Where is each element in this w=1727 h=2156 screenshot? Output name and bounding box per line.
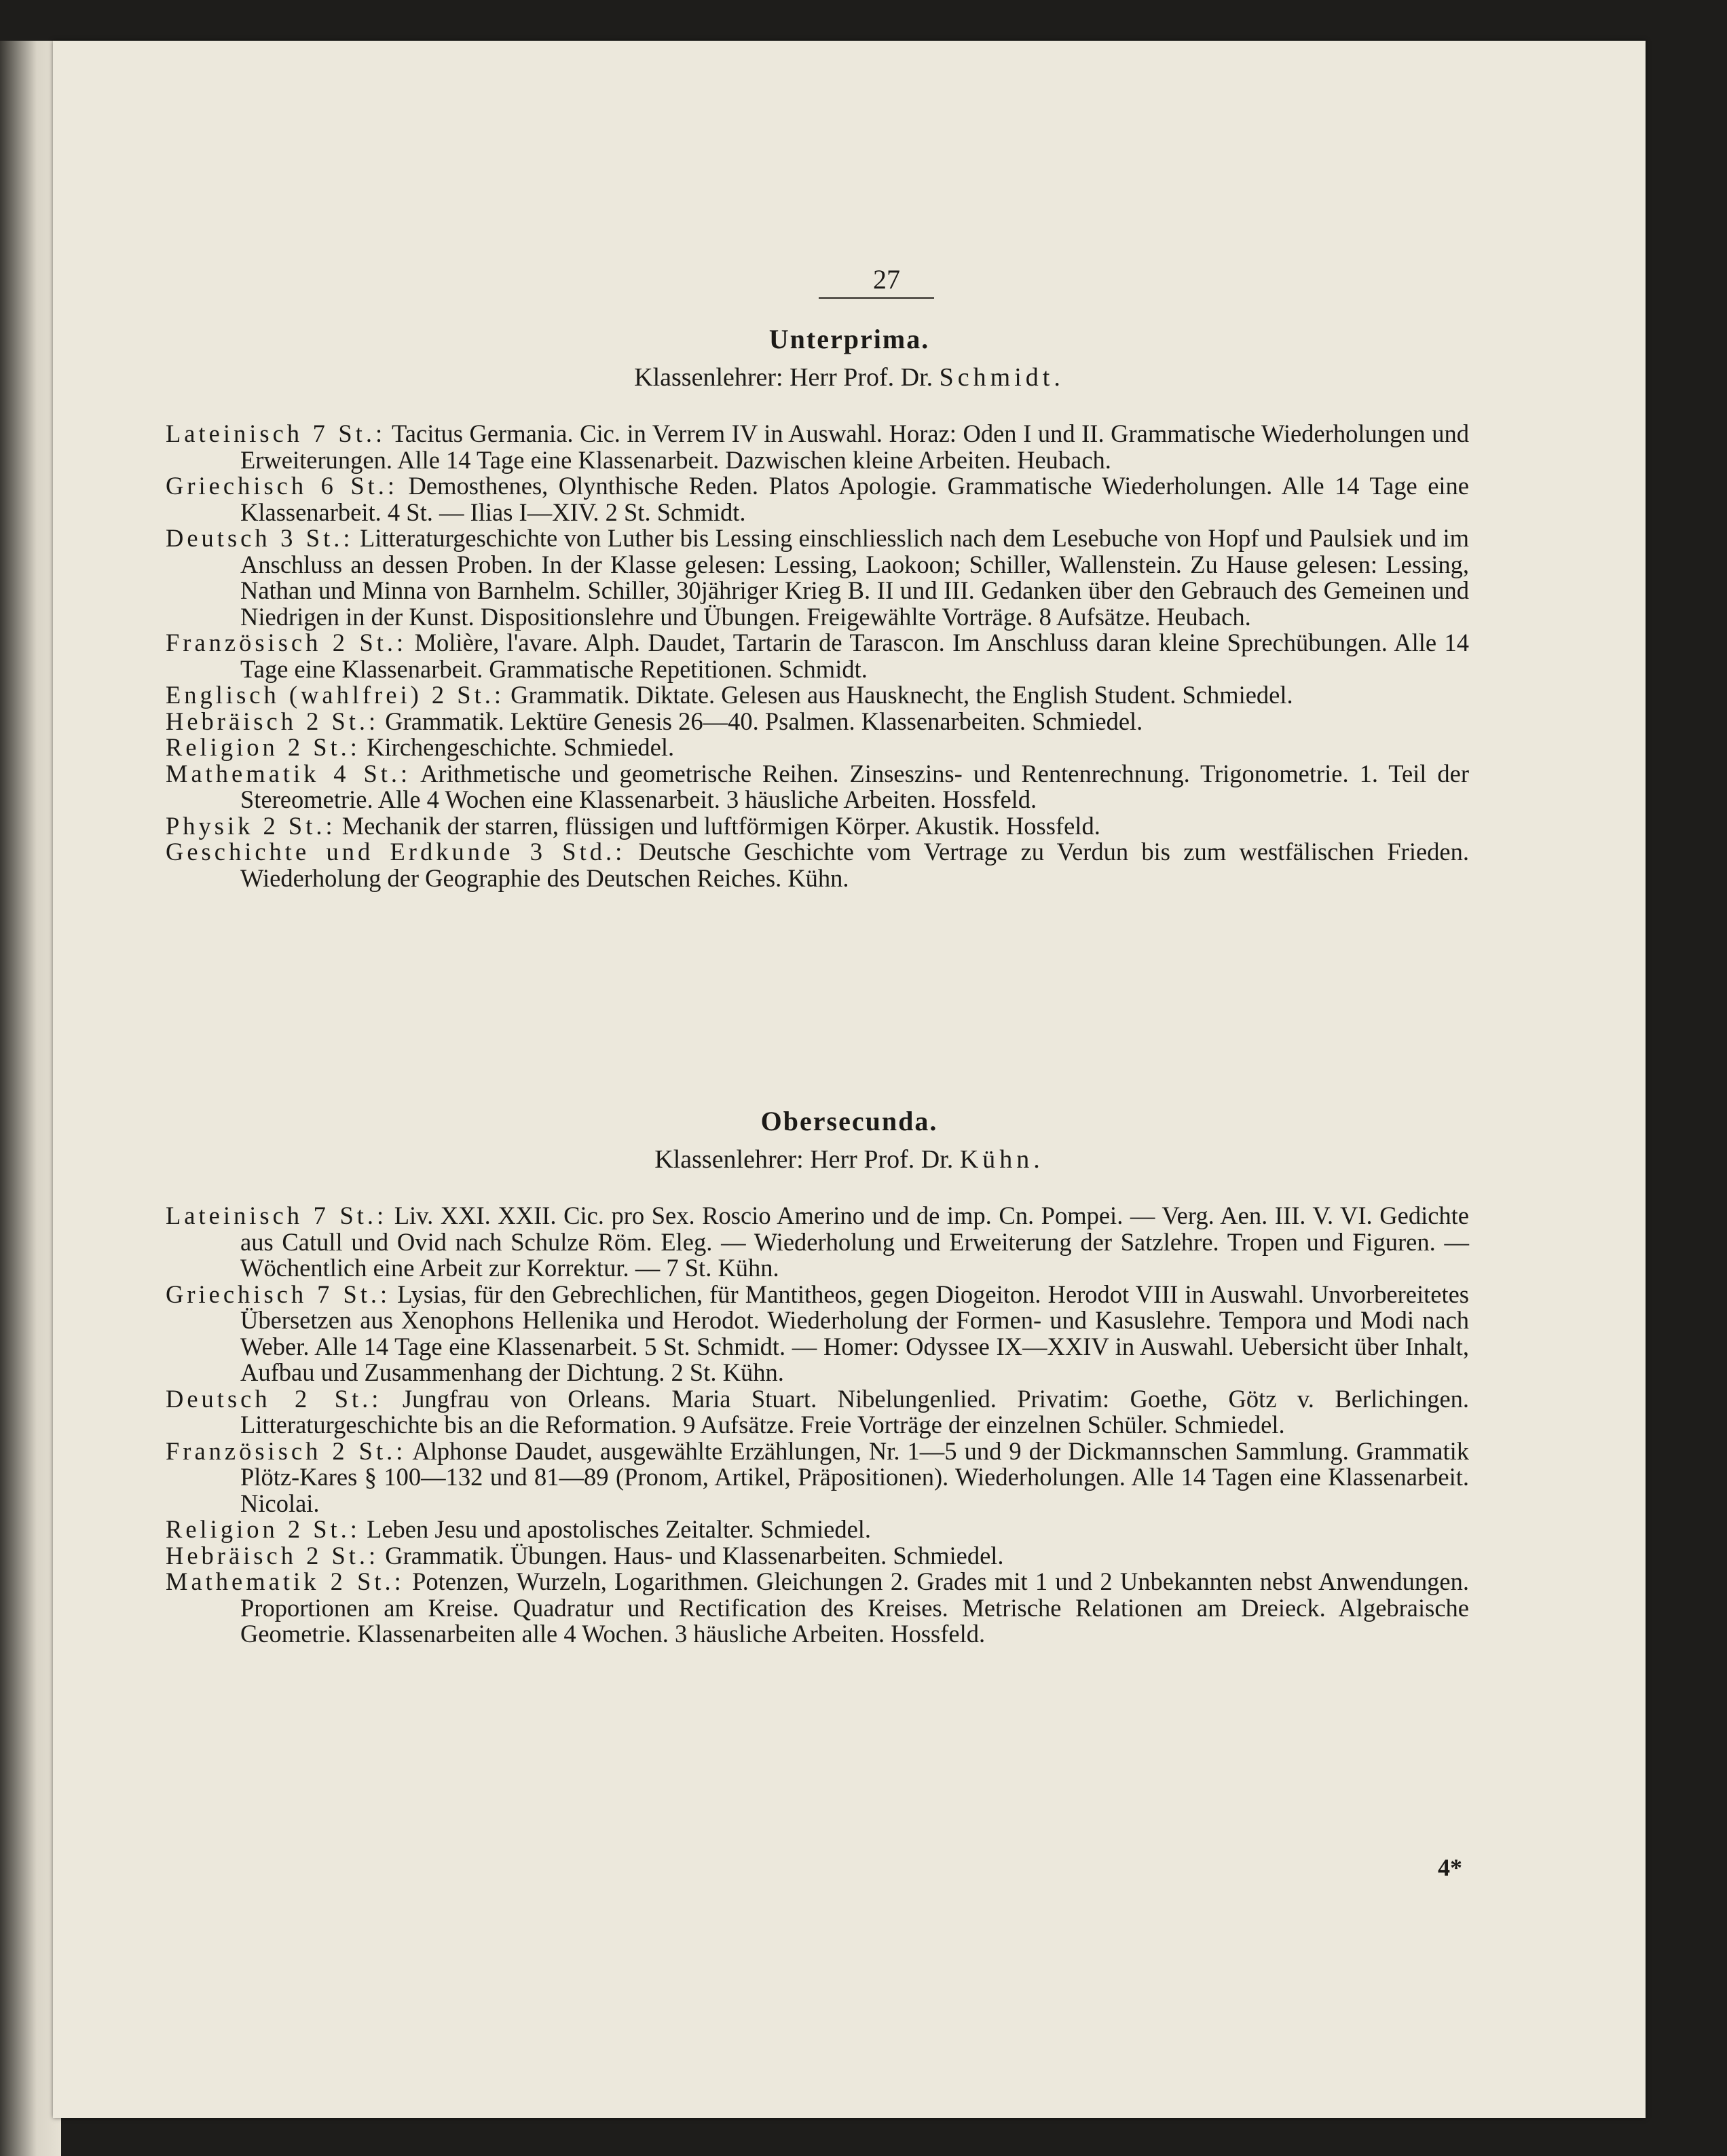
entry-religion — [166, 735, 1469, 761]
entry-subject: Hebräisch 2 St.: — [166, 1541, 379, 1569]
entry-lateinisch — [166, 1203, 1469, 1282]
entry-subject: Mathematik 2 St.: — [166, 1567, 405, 1595]
class-teacher-line-obersecunda — [53, 1145, 1646, 1174]
entry-subject: Deutsch 2 St.: — [166, 1384, 382, 1413]
entry-subject: Mathematik 4 St.: — [166, 759, 411, 787]
section-title-unterprima: Unterprima. — [768, 324, 930, 354]
entry-subject: Lateinisch 7 St.: — [166, 420, 386, 447]
entry-griechisch — [166, 473, 1469, 525]
entry-text: Leben Jesu und apostolisches Zeitalter. Schmiedel. — [367, 1515, 872, 1543]
entries-obersecunda — [166, 1203, 1469, 1648]
entry-mathematik — [166, 1569, 1469, 1648]
entry-subject: Griechisch 7 St.: — [166, 1280, 391, 1308]
entry-text: Arithmetische und geometrische Reihen. Zinseszins- und Rentenrechnung. Trigonometrie. 1. Teil der Stereometrie. Alle 4 Wochen eine Klassenarbeit. 3 häusliche Arbeiten. Hossfeld. — [240, 759, 1469, 813]
entry-franzoesisch — [166, 630, 1469, 682]
entry-subject: Deutsch 3 St.: — [166, 524, 354, 552]
entry-text: Tacitus Germania. Cic. in Verrem IV in Auswahl. Horaz: Oden I und II. Grammatische Wiederholungen und Erweiterungen. Alle 14 Tage eine Klassenarbeit. Dazwischen kleine Arbeiten. Heubach. — [240, 420, 1470, 474]
entry-hebraeisch — [166, 1543, 1469, 1569]
class-teacher-name: Schmidt. — [939, 363, 1064, 392]
class-teacher-name: Kühn. — [959, 1145, 1044, 1174]
entry-text: Deutsche Geschichte vom Vertrage zu Verdun bis zum westfälischen Frieden. Wiederholung der Geographie des Deutschen Reiches. Kühn. — [240, 838, 1470, 892]
entry-subject: Hebräisch 2 St.: — [166, 707, 379, 735]
entry-lateinisch — [166, 421, 1469, 473]
entry-text: Lysias, für den Gebrechlichen, für Mantitheos, gegen Diogeiton. Herodot VIII in Auswahl. Unvorbereitetes Übersetzen aus Xenophons Hellenika und Herodot. Wiederholung der Formen- und Kasuslehre. Tempora und Modi nach Weber. Alle 14 Tage eine Klassenarbeit. 5 St. Schmidt. — Homer: Odyssee IX—XXIV in Auswahl. Uebersicht über Inhalt, Aufbau und Zusammenhang der Dichtung. 2 St. Kühn. — [240, 1280, 1470, 1386]
book-page — [53, 41, 1646, 2118]
page-number: 27 — [873, 264, 900, 295]
entries-unterprima — [166, 421, 1469, 891]
entry-religion — [166, 1517, 1469, 1543]
entry-subject: Griechisch 6 St.: — [166, 472, 398, 500]
entry-franzoesisch — [166, 1438, 1469, 1517]
entry-griechisch — [166, 1282, 1469, 1386]
entry-text: Kirchengeschichte. Schmiedel. — [367, 733, 675, 761]
printer-signature-mark: 4* — [1438, 1854, 1462, 1881]
entry-subject: Englisch (wahlfrei) 2 St.: — [166, 681, 504, 709]
entry-subject: Lateinisch 7 St.: — [166, 1202, 388, 1229]
entry-subject: Religion 2 St.: — [166, 1515, 360, 1543]
entry-deutsch — [166, 1386, 1469, 1438]
entry-text: Grammatik. Lektüre Genesis 26—40. Psalmen. Klassenarbeiten. Schmiedel. — [385, 707, 1143, 735]
entry-subject: Geschichte und Erdkunde 3 Std.: — [166, 838, 626, 866]
entry-physik — [166, 813, 1469, 840]
class-teacher-label: Klassenlehrer: Herr Prof. Dr. — [634, 363, 933, 392]
entry-text: Jungfrau von Orleans. Maria Stuart. Nibelungenlied. Privatim: Goethe, Götz v. Berlichingen. Litteraturgeschichte bis an die Reformation. 9 Aufsätze. Freie Vorträge der einzelnen Schüler. Schmiedel. — [240, 1384, 1470, 1438]
entry-text: Grammatik. Diktate. Gelesen aus Hausknecht, the English Student. Schmiedel. — [510, 681, 1293, 709]
entry-text: Alphonse Daudet, ausgewählte Erzählungen, Nr. 1—5 und 9 der Dickmannschen Sammlung. Grammatik Plötz-Kares § 100—132 und 81—89 (Pronom, Artikel, Präpositionen). Wiederholungen. Alle 14 Tagen eine Klassenarbeit. Nicolai. — [240, 1436, 1469, 1517]
entry-subject: Physik 2 St.: — [166, 811, 336, 840]
section-title-obersecunda: Obersecunda. — [760, 1106, 938, 1136]
entry-text: Molière, l'avare. Alph. Daudet, Tartarin de Tarascon. Im Anschluss daran kleine Sprechübungen. Alle 14 Tage eine Klassenarbeit. Grammatische Repetitionen. Schmidt. — [240, 629, 1469, 683]
entry-subject: Französisch 2 St.: — [166, 1436, 407, 1465]
class-teacher-label: Klassenlehrer: Herr Prof. Dr. — [654, 1145, 954, 1174]
page-number-rule — [819, 297, 934, 299]
entry-text: Liv. XXI. XXII. Cic. pro Sex. Roscio Amerino und de imp. Cn. Pompei. — Verg. Aen. III. V. VI. Gedichte aus Catull und Ovid nach Schulze Röm. Eleg. — Wiederholung und Erweiterung der Satzlehre. Tropen und Figuren. — Wöchentlich eine Arbeit zur Korrektur. — 7 St. Kühn. — [240, 1202, 1469, 1282]
entry-subject: Französisch 2 St.: — [166, 629, 407, 656]
entry-text: Demosthenes, Olynthische Reden. Platos Apologie. Grammatische Wiederholungen. Alle 14 Tage eine Klassenarbeit. 4 St. — Ilias I—XIV. 2 St. Schmidt. — [240, 472, 1470, 526]
entry-subject: Religion 2 St.: — [166, 733, 360, 761]
entry-geschichte-erdkunde — [166, 839, 1469, 891]
entry-hebraeisch — [166, 709, 1469, 735]
entry-text: Mechanik der starren, flüssigen und luftförmigen Körper. Akustik. Hossfeld. — [341, 811, 1100, 840]
entry-englisch — [166, 682, 1469, 709]
entry-text: Grammatik. Übungen. Haus- und Klassenarbeiten. Schmiedel. — [385, 1541, 1004, 1569]
entry-text: Potenzen, Wurzeln, Logarithmen. Gleichungen 2. Grades mit 1 und 2 Unbekannten nebst Anwendungen. Proportionen am Kreise. Quadratur und Rectification des Kreises. Metrische Relationen am Dreieck. Algebraische Geometrie. Klassenarbeiten alle 4 Wochen. 3 häusliche Arbeiten. Hossfeld. — [240, 1567, 1470, 1648]
entry-mathematik — [166, 761, 1469, 813]
entry-deutsch — [166, 525, 1469, 630]
entry-text: Litteraturgeschichte von Luther bis Lessing einschliesslich nach dem Lesebuche von Hopf und Paulsiek und im Anschluss an dessen Proben. In der Klasse gelesen: Lessing, Laokoon; Schiller, Wallenstein. Zu Hause gelesen: Lessing, Nathan und Minna von Barnhelm. Schiller, 30jähriger Krieg B. II und III. Gedanken über den Gebrauch des Gemeinen und Niedrigen in der Kunst. Dispositionslehre und Übungen. Freigewählte Vorträge. 8 Aufsätze. Heubach. — [240, 524, 1470, 631]
left-page-edge — [0, 41, 61, 2156]
class-teacher-line-unterprima — [53, 363, 1646, 392]
